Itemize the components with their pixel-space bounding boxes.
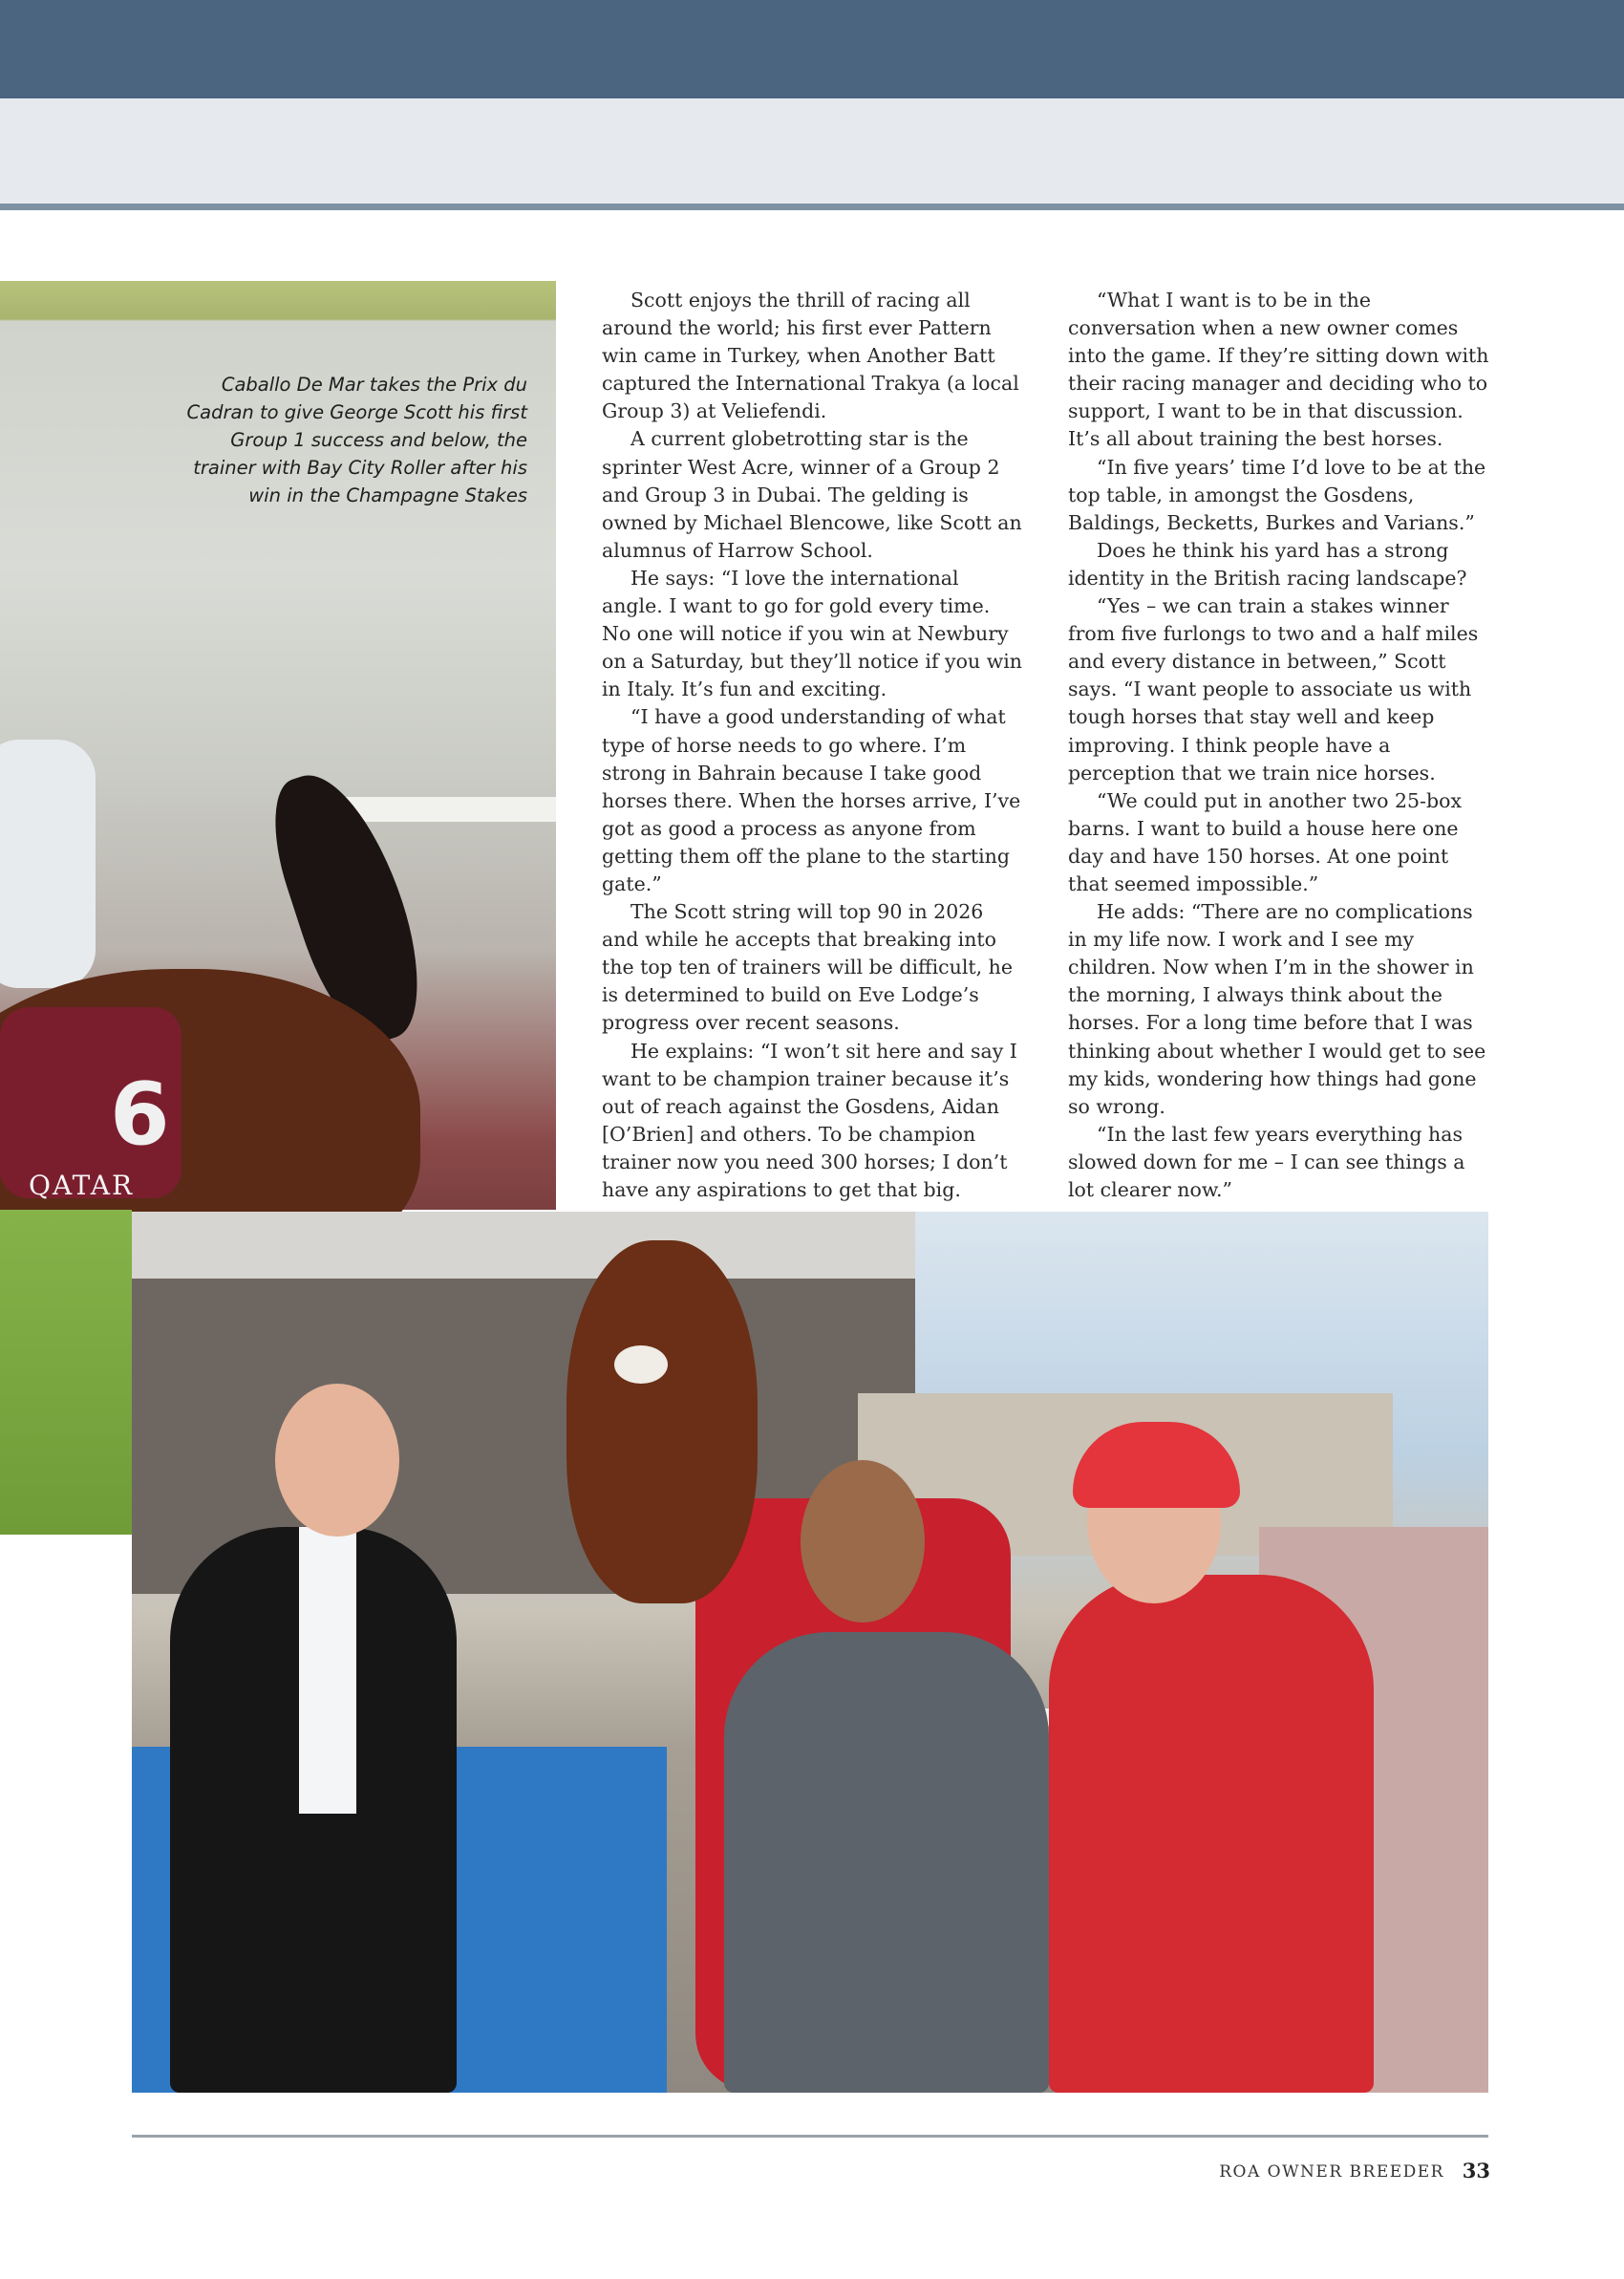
horse-head — [566, 1240, 758, 1603]
groom-figure — [724, 1632, 1049, 2093]
race-jockey — [0, 740, 96, 988]
grass-strip — [0, 1210, 132, 1535]
header-rule — [0, 204, 1624, 210]
paragraph: Scott enjoys the thrill of racing all around the world; his first ever Pattern win came in Turkey, when Another Batt captured the International Trakya (a local Group 3) at Veliefendi. — [602, 289, 1019, 423]
horse-blaze — [614, 1345, 668, 1384]
text-column-2 — [1068, 287, 1493, 1204]
paragraph: “I have a good understanding of what type of horse needs to go where. I’m strong in Bahrain because I take good horses there. When the horses arrive, I’ve got as good a process as anyone from getting them off the plane to the starting gate.” — [602, 705, 1021, 895]
saddle-cloth-number: 6 — [110, 1064, 170, 1165]
paragraph: “In the last few years everything has slowed down for me – I can see things a lot clearer now.” — [1068, 1122, 1465, 1201]
paragraph: Does he think his yard has a strong identity in the British racing landscape? — [1068, 538, 1467, 590]
text-column-1 — [602, 287, 1022, 1204]
header-band — [0, 0, 1624, 98]
publication-name: ROA OWNER BREEDER — [1219, 2162, 1444, 2182]
groom-head — [801, 1460, 925, 1623]
paragraph: A current globetrotting star is the sprinter West Acre, winner of a Group 2 and Group 3 in Dubai. The gelding is owned by Michael Blencowe, like Scott an alumnus of Harrow School. — [602, 427, 1022, 562]
paragraph: He explains: “I won’t sit here and say I want to be champion trainer because it’s out of reach against the Gosdens, Aidan [O’Brien] and others. To be champion trainer now you need 300 horses; I don’t have any aspirations to get that big. — [602, 1039, 1017, 1201]
header-light-band — [0, 98, 1624, 204]
page-number: 33 — [1462, 2159, 1490, 2182]
paragraph: “What I want is to be in the conversation when a new owner comes into the game. If they’re sitting down with their racing manager and deciding who to support, I want to be in that discussion. It’s all about training the best horses. — [1068, 289, 1489, 451]
paragraph: The Scott string will top 90 in 2026 and while he accepts that breaking into the top ten of trainers will be difficult, he is determined to build on Eve Lodge’s progress over recent seasons. — [602, 900, 1013, 1035]
photo-caption: Caballo De Mar takes the Prix du Cadran to give George Scott his first Group 1 success and below, the trainer with Bay City Roller after his win in the Champagne Stakes — [186, 374, 527, 506]
paragraph: He adds: “There are no complications in my life now. I work and I see my children. Now when I’m in the shower in the morning, I always think about the horses. For a long time before that I was thinking about whether I would get to see my kids, wondering how things had gone so wrong. — [1068, 900, 1486, 1118]
winners-enclosure-photo — [132, 1212, 1488, 2093]
trainer-shirt — [299, 1527, 356, 1814]
footer-rule — [132, 2135, 1488, 2138]
paragraph: “We could put in another two 25-box barns. I want to build a house here one day and have 150 horses. At one point that seemed impossible.” — [1068, 788, 1463, 895]
trainer-head — [275, 1384, 399, 1537]
jockey-figure — [1049, 1575, 1374, 2093]
paragraph: He says: “I love the international angle. I want to go for gold every time. No one will notice if you win at Newbury on a Saturday, but they’ll notice if you win in Italy. It’s fun and exciting. — [602, 566, 1022, 701]
saddle-cloth-text: QATAR — [29, 1170, 135, 1201]
paragraph: “In five years’ time I’d love to be at the top table, in amongst the Gosdens, Baldings, Becketts, Burkes and Varians.” — [1068, 455, 1486, 534]
grandstand-roof — [132, 1212, 915, 1279]
paragraph: “Yes – we can train a stakes winner from five furlongs to two and a half miles and every distance in between,” Scott says. “I want people to associate us with tough horses that stay well and keep improving. I think people have a perception that we train nice horses. — [1068, 594, 1479, 785]
